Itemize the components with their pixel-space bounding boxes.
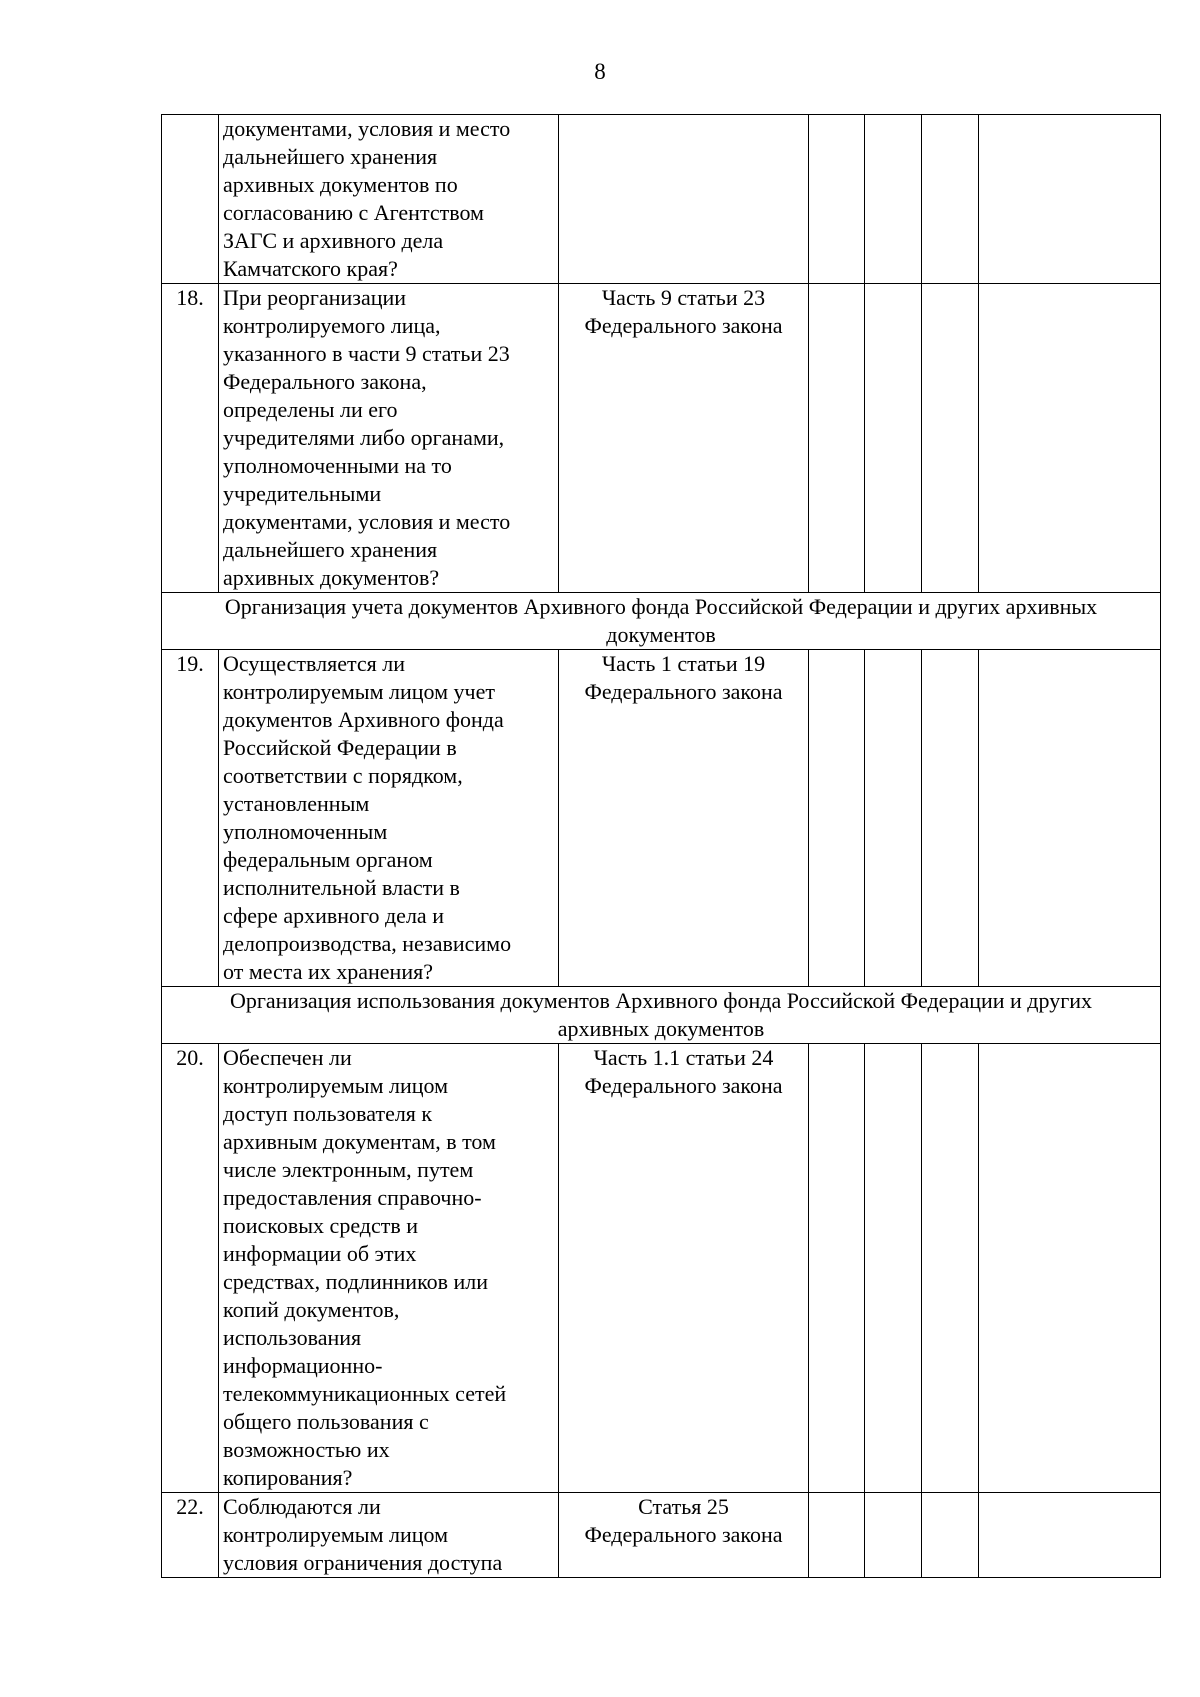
requirement-question [219,1493,559,1578]
section-title-line: Организация использования документов Архивного фонда Российской Федерации и других [230,988,1092,1013]
answer-no-cell [865,1493,922,1578]
question-line: Осуществляется ли [223,651,405,676]
requirement-question [219,115,559,284]
answer-no-cell [865,284,922,593]
reference-line: Федерального закона [584,1522,783,1547]
question-line: общего пользования с [223,1409,429,1434]
question-line: средствах, подлинников или [223,1269,489,1294]
question-line: поисковых средств и [223,1213,419,1238]
question-line: архивных документов по [223,172,458,197]
legal-reference [559,115,809,284]
reference-line: Часть 1.1 статьи 24 [593,1045,774,1070]
section-title [162,987,1161,1044]
note-cell [979,650,1161,987]
question-line: копий документов, [223,1297,400,1322]
legal-reference [559,1493,809,1578]
question-line: определены ли его [223,397,398,422]
question-line: дальнейшего хранения [223,144,438,169]
checklist-table [161,114,1161,1578]
question-line: установленным [223,791,370,816]
question-line: условия ограничения доступа [223,1550,503,1575]
question-line: согласованию с Агентством [223,200,484,225]
answer-na-cell [922,650,979,987]
requirement-question [219,650,559,987]
question-line: учредительными [223,481,382,506]
section-header-row [162,593,1161,650]
question-line: При реорганизации [223,285,407,310]
section-title-line: документов [606,622,716,647]
question-line: от места их хранения? [223,959,433,984]
reference-line: Федерального закона [584,1073,783,1098]
answer-no-cell [865,1044,922,1493]
question-line: архивным документам, в том [223,1129,496,1154]
table-row [162,650,1161,987]
question-line: документами, условия и место [223,116,511,141]
requirement-question [219,284,559,593]
answer-na-cell [922,115,979,284]
question-line: контролируемым лицом [223,1073,449,1098]
question-line: контролируемого лица, [223,313,441,338]
question-line: сфере архивного дела и [223,903,444,928]
legal-reference [559,650,809,987]
legal-reference [559,1044,809,1493]
note-cell [979,1493,1161,1578]
question-line: уполномоченными на то [223,453,452,478]
answer-na-cell [922,1493,979,1578]
answer-na-cell [922,284,979,593]
question-line: уполномоченным [223,819,388,844]
question-line: контролируемым лицом учет [223,679,495,704]
question-line: Российской Федерации в [223,735,457,760]
question-line: документами, условия и место [223,509,511,534]
table-row [162,115,1161,284]
answer-yes-cell [809,115,865,284]
item-number: 20. [162,1044,219,1493]
question-line: дальнейшего хранения [223,537,438,562]
answer-no-cell [865,650,922,987]
requirement-question [219,1044,559,1493]
question-line: Соблюдаются ли [223,1494,381,1519]
legal-reference [559,284,809,593]
item-number: 22. [162,1493,219,1578]
section-header-row [162,987,1161,1044]
item-number: 18. [162,284,219,593]
question-line: использования [223,1325,362,1350]
table-row [162,284,1161,593]
question-line: телекоммуникационных сетей [223,1381,507,1406]
question-line: учредителями либо органами, [223,425,505,450]
note-cell [979,1044,1161,1493]
question-line: Обеспечен ли [223,1045,352,1070]
answer-yes-cell [809,1493,865,1578]
section-title [162,593,1161,650]
question-line: предоставления справочно- [223,1185,482,1210]
question-line: контролируемым лицом [223,1522,449,1547]
question-line: указанного в части 9 статьи 23 [223,341,510,366]
reference-line: Часть 9 статьи 23 [601,285,766,310]
question-line: возможностью их [223,1437,390,1462]
answer-yes-cell [809,650,865,987]
question-line: федеральным органом [223,847,433,872]
answer-no-cell [865,115,922,284]
question-line: архивных документов? [223,565,440,590]
question-line: числе электронным, путем [223,1157,474,1182]
question-line: соответствии с порядком, [223,763,463,788]
question-line: доступ пользователя к [223,1101,433,1126]
item-number: 19. [162,650,219,987]
table-row [162,1044,1161,1493]
note-cell [979,284,1161,593]
reference-line: Федерального закона [584,679,783,704]
question-line: исполнительной власти в [223,875,460,900]
question-line: информационно- [223,1353,383,1378]
question-line: делопроизводства, независимо [223,931,512,956]
item-number [162,115,219,284]
question-line: документов Архивного фонда [223,707,504,732]
note-cell [979,115,1161,284]
reference-line: Часть 1 статьи 19 [601,651,766,676]
question-line: копирования? [223,1465,353,1490]
question-line: Камчатского края? [223,256,398,281]
section-title-line: Организация учета документов Архивного фонда Российской Федерации и других архивных [224,594,1098,619]
page-number: 8 [594,59,606,84]
table-row [162,1493,1161,1578]
question-line: информации об этих [223,1241,417,1266]
reference-line: Федерального закона [584,313,783,338]
answer-yes-cell [809,284,865,593]
question-line: ЗАГС и архивного дела [223,228,444,253]
question-line: Федерального закона, [223,369,427,394]
answer-na-cell [922,1044,979,1493]
section-title-line: архивных документов [557,1016,765,1041]
answer-yes-cell [809,1044,865,1493]
reference-line: Статья 25 [638,1494,729,1519]
